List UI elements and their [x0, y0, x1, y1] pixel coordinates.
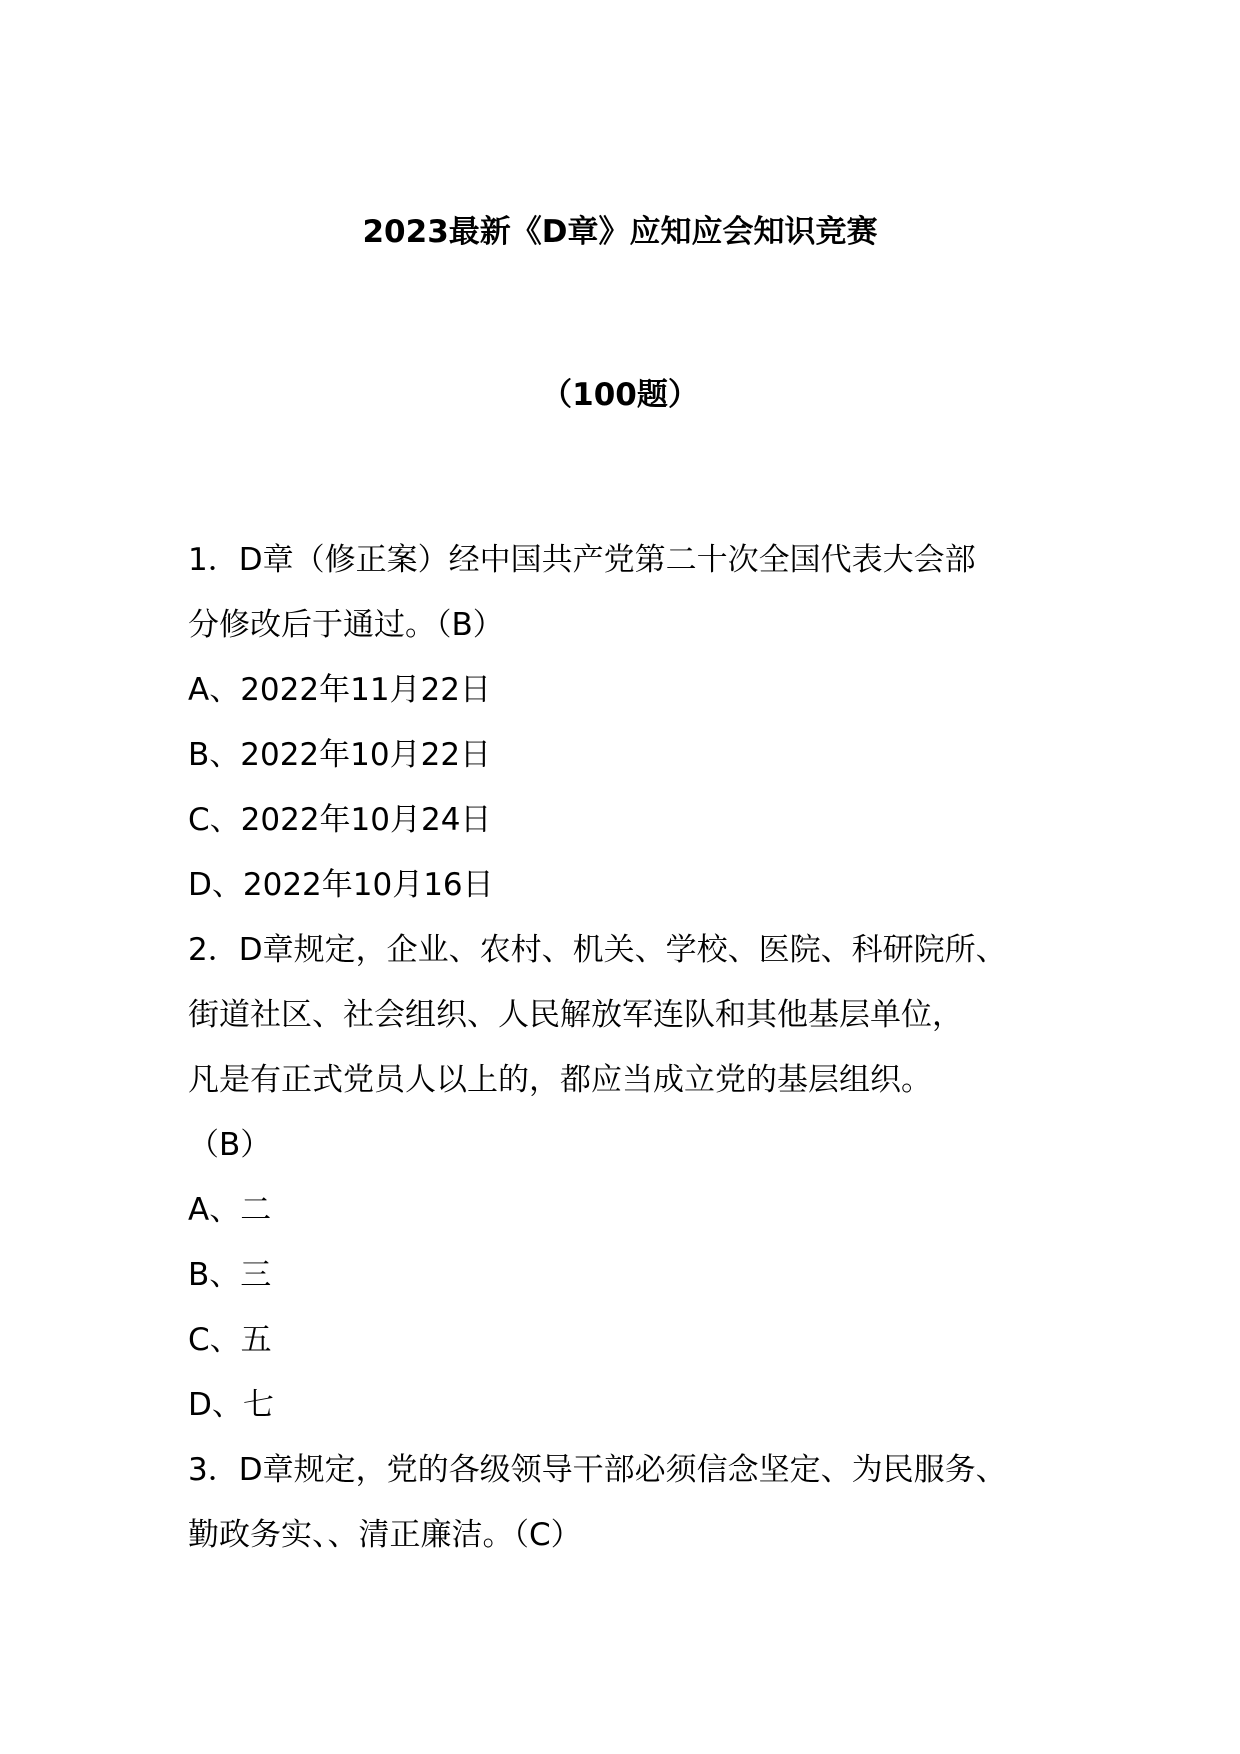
answer-option: A、2022年11月22日 [188, 672, 491, 708]
answer-option: B、2022年10月22日 [188, 737, 492, 773]
question-3 [188, 1438, 1088, 1568]
document-subtitle: （100题） [541, 377, 699, 413]
question-stem-line: 3．D章规定，党的各级领导干部必须信念坚定、为民服务、 [188, 1452, 1007, 1488]
answer-option: A、二 [188, 1192, 272, 1228]
question-stem-line: 1．D章（修正案）经中国共产党第二十次全国代表大会部 [188, 542, 976, 578]
answer-option: D、2022年10月16日 [188, 867, 494, 903]
answer-option: D、七 [188, 1387, 274, 1423]
question-stem-line: 凡是有正式党员人以上的，都应当成立党的基层组织。 [188, 1062, 932, 1098]
question-stem-line: 街道社区、社会组织、人民解放军连队和其他基层单位， [188, 997, 963, 1033]
answer-option: C、五 [188, 1322, 272, 1358]
document-title: 2023最新《D章》应知应会知识竞赛 [362, 214, 878, 250]
question-2 [188, 918, 1088, 1438]
question-stem-line: （B） [188, 1127, 272, 1163]
question-stem-line: 2．D章规定，企业、农村、机关、学校、医院、科研院所、 [188, 932, 1007, 968]
question-stem-line: 分修改后于通过。（B） [188, 607, 504, 643]
answer-option: B、三 [188, 1257, 272, 1293]
question-list [188, 528, 1088, 1568]
question-1 [188, 528, 1088, 918]
question-stem-line: 勤政务实、、清正廉洁。（C） [188, 1517, 582, 1553]
answer-option: C、2022年10月24日 [188, 802, 492, 838]
